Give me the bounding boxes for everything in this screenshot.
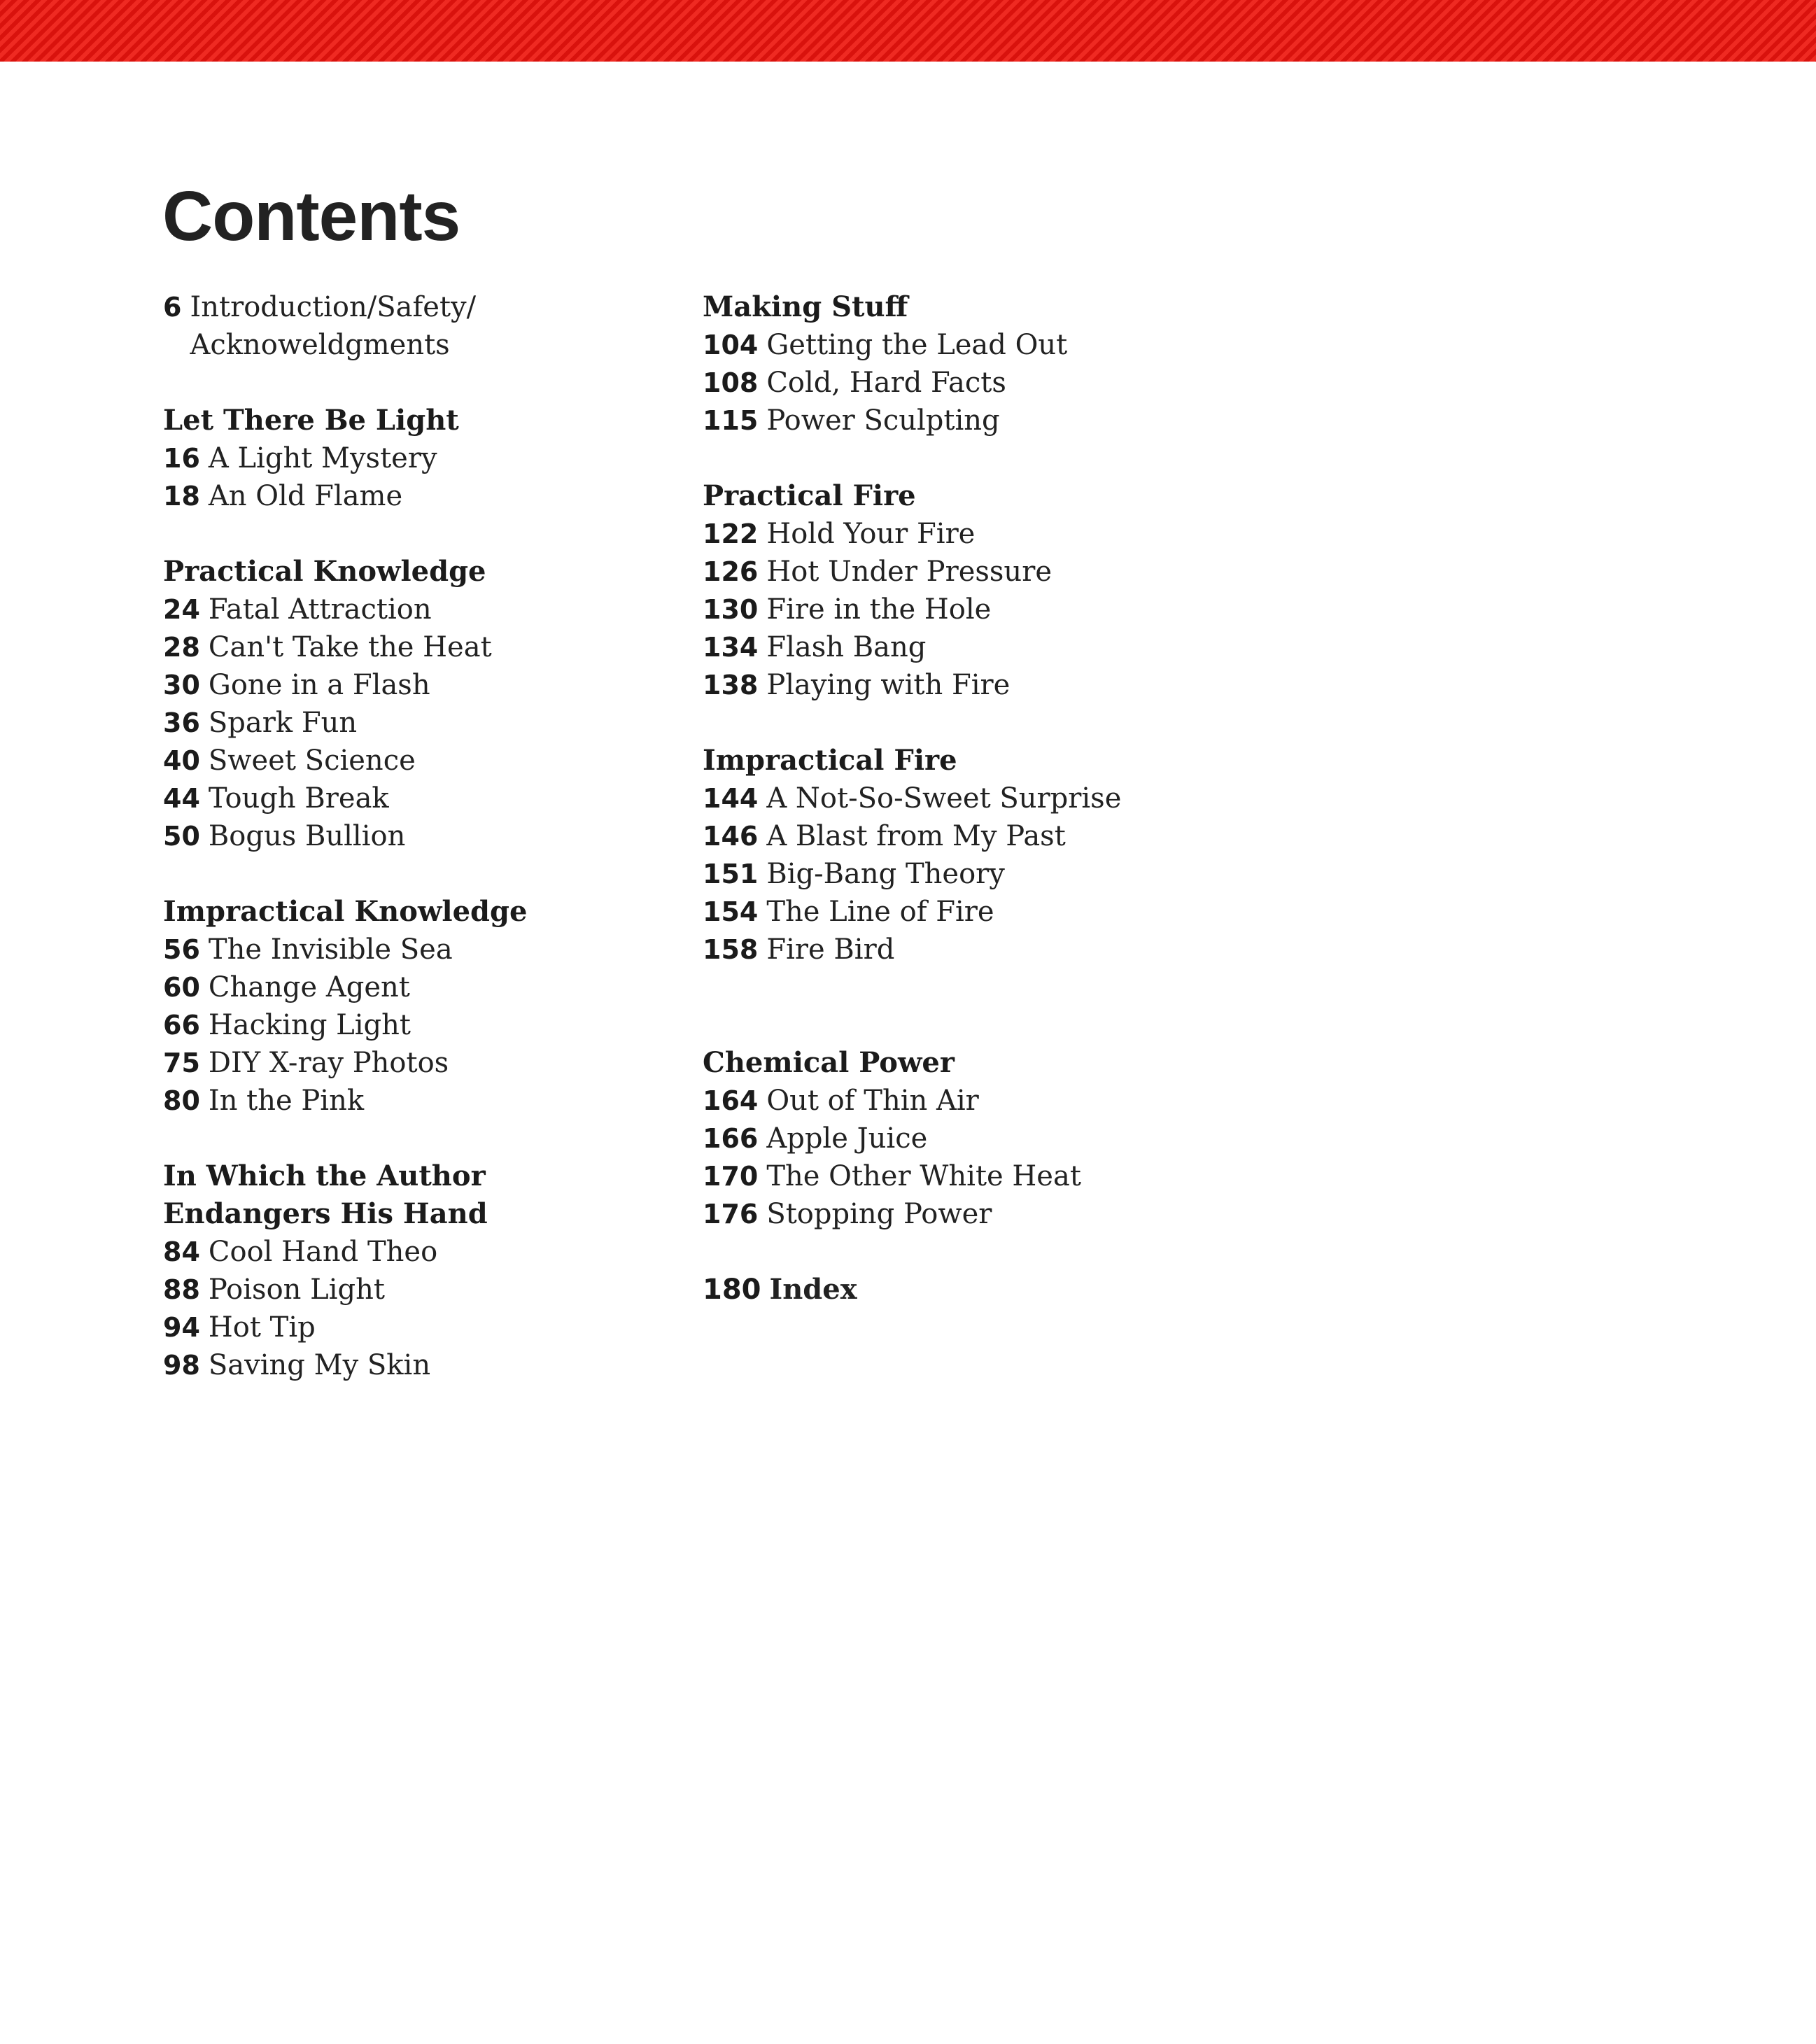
toc-entry: [703, 1082, 1234, 1120]
page-number: 144: [703, 783, 759, 814]
entry-title: Cold, Hard Facts: [766, 367, 1006, 399]
page-number: 180: [703, 1274, 761, 1306]
section-making-stuff: [703, 288, 1234, 439]
page-number: 164: [703, 1085, 759, 1116]
page-number: 24: [163, 594, 200, 625]
contents-left-column: [163, 288, 695, 1422]
toc-entry: [703, 817, 1234, 855]
entry-title: DIY X-ray Photos: [208, 1047, 449, 1079]
page-number: 158: [703, 934, 759, 965]
entry-title: The Invisible Sea: [208, 933, 453, 966]
section-practical-fire: [703, 477, 1234, 704]
page-number: 50: [163, 821, 200, 852]
index-title: Index: [769, 1273, 857, 1306]
entry-title: Gone in a Flash: [208, 669, 430, 701]
page-number: 88: [163, 1274, 200, 1305]
entry-title: A Light Mystery: [208, 442, 437, 474]
section-heading: Let There Be Light: [163, 404, 459, 437]
page-number: 166: [703, 1123, 759, 1154]
toc-entry: [163, 1233, 695, 1271]
entry-title: Hacking Light: [208, 1009, 411, 1041]
toc-entry: [163, 666, 695, 704]
entry-title: Stopping Power: [766, 1198, 992, 1230]
entry-title: Playing with Fire: [766, 669, 1011, 701]
page-number: 146: [703, 821, 759, 852]
page-number: 56: [163, 934, 200, 965]
entry-title: Hold Your Fire: [766, 518, 976, 550]
toc-entry: [163, 628, 695, 666]
section-practical-knowledge: [163, 553, 695, 855]
page-number: 115: [703, 405, 759, 436]
toc-entry: [703, 931, 1234, 968]
section-heading: Impractical Fire: [703, 744, 957, 777]
entry-title: Fire in the Hole: [766, 593, 992, 626]
toc-entry: [163, 1271, 695, 1309]
entry-title: The Line of Fire: [766, 896, 994, 928]
entry-title: Getting the Lead Out: [766, 329, 1068, 361]
entry-title: Spark Fun: [208, 707, 358, 739]
toc-entry: [163, 931, 695, 968]
page-number: 80: [163, 1085, 200, 1116]
page-number: 16: [163, 443, 200, 474]
toc-entry: [703, 326, 1234, 364]
toc-entry: [703, 855, 1234, 893]
page-number: 36: [163, 707, 200, 738]
toc-entry: [163, 1082, 695, 1120]
page-number: 151: [703, 859, 759, 889]
page-number: 170: [703, 1161, 759, 1192]
section-impractical-fire: [703, 742, 1234, 968]
section-author-endangers-hand: [163, 1157, 695, 1384]
page-number: 176: [703, 1199, 759, 1229]
entry-title: Bogus Bullion: [208, 820, 406, 852]
page-number: 44: [163, 783, 200, 814]
entry-title: Fire Bird: [766, 933, 895, 966]
section-heading: Chemical Power: [703, 1046, 955, 1079]
entry-title: Sweet Science: [208, 745, 416, 777]
toc-entry: [703, 780, 1234, 817]
section-heading: Impractical Knowledge: [163, 895, 528, 928]
entry-title: Hot Tip: [208, 1311, 316, 1344]
toc-entry: [703, 893, 1234, 931]
section-heading: Practical Fire: [703, 479, 916, 512]
page-number: 75: [163, 1048, 200, 1078]
section-heading: Making Stuff: [703, 290, 908, 323]
toc-entry: [163, 439, 695, 477]
toc-entry: [163, 1309, 695, 1346]
toc-entry: [703, 1195, 1234, 1233]
section-chemical-power: [703, 1044, 1234, 1233]
entry-title: Fatal Attraction: [208, 593, 432, 626]
toc-entry: [703, 1120, 1234, 1157]
entry-title: Big-Bang Theory: [766, 858, 1005, 890]
entry-title: An Old Flame: [208, 480, 403, 512]
entry-title: Cool Hand Theo: [208, 1236, 438, 1268]
toc-entry: [703, 628, 1234, 666]
entry-title: A Not-So-Sweet Surprise: [766, 782, 1122, 815]
toc-entry: [703, 666, 1234, 704]
page-number: 98: [163, 1350, 200, 1381]
page-number: 94: [163, 1312, 200, 1343]
toc-entry: [703, 402, 1234, 439]
page-number: 18: [163, 481, 200, 512]
page-number: 60: [163, 972, 200, 1003]
page-number: 6: [163, 292, 182, 323]
page-number: 28: [163, 632, 200, 663]
entry-title: Saving My Skin: [208, 1349, 431, 1381]
toc-entry: [163, 1006, 695, 1044]
entry-title: The Other White Heat: [766, 1160, 1081, 1192]
entry-title: Apple Juice: [766, 1122, 928, 1155]
toc-entry: [703, 1157, 1234, 1195]
page-number: 30: [163, 670, 200, 700]
page-number: 104: [703, 330, 759, 360]
page-number: 84: [163, 1236, 200, 1267]
entry-title: Introduction/Safety/ Acknoweldgments: [190, 291, 477, 361]
page-number: 154: [703, 896, 759, 927]
toc-entry-index: [703, 1271, 1234, 1309]
page-number: 130: [703, 594, 759, 625]
page-number: 40: [163, 745, 200, 776]
toc-entry-intro: [163, 288, 695, 364]
toc-entry: [163, 968, 695, 1006]
page-number: 134: [703, 632, 759, 663]
entry-title: Poison Light: [208, 1274, 385, 1306]
section-let-there-be-light: [163, 402, 695, 515]
toc-entry: [703, 364, 1234, 402]
toc-entry: [703, 553, 1234, 591]
entry-title: Power Sculpting: [766, 404, 1000, 437]
page-number: 66: [163, 1010, 200, 1041]
red-header-stripe: [0, 0, 1816, 62]
toc-entry: [703, 591, 1234, 628]
contents-right-column: [703, 288, 1234, 1309]
entry-title: Tough Break: [208, 782, 389, 815]
entry-title: A Blast from My Past: [766, 820, 1066, 852]
page-title: Contents: [162, 177, 460, 255]
toc-entry: [163, 817, 695, 855]
page-number: 122: [703, 519, 759, 549]
entry-title: Out of Thin Air: [766, 1085, 979, 1117]
entry-title: Flash Bang: [766, 631, 927, 663]
toc-entry: [163, 1346, 695, 1384]
entry-title: Hot Under Pressure: [766, 556, 1052, 588]
toc-entry: [163, 742, 695, 780]
page-number: 126: [703, 556, 759, 587]
entry-title: Can't Take the Heat: [208, 631, 492, 663]
intro-section: [163, 288, 695, 364]
toc-entry: [163, 591, 695, 628]
toc-entry: [163, 1044, 695, 1082]
section-heading: In Which the Author Endangers His Hand: [163, 1160, 488, 1230]
toc-entry: [703, 515, 1234, 553]
toc-entry: [163, 780, 695, 817]
entry-title: Change Agent: [208, 971, 410, 1003]
section-heading: Practical Knowledge: [163, 555, 486, 588]
page-number: 108: [703, 367, 759, 398]
toc-entry: [163, 704, 695, 742]
page-number: 138: [703, 670, 759, 700]
section-impractical-knowledge: [163, 893, 695, 1120]
toc-entry: [163, 477, 695, 515]
entry-title: In the Pink: [208, 1085, 365, 1117]
